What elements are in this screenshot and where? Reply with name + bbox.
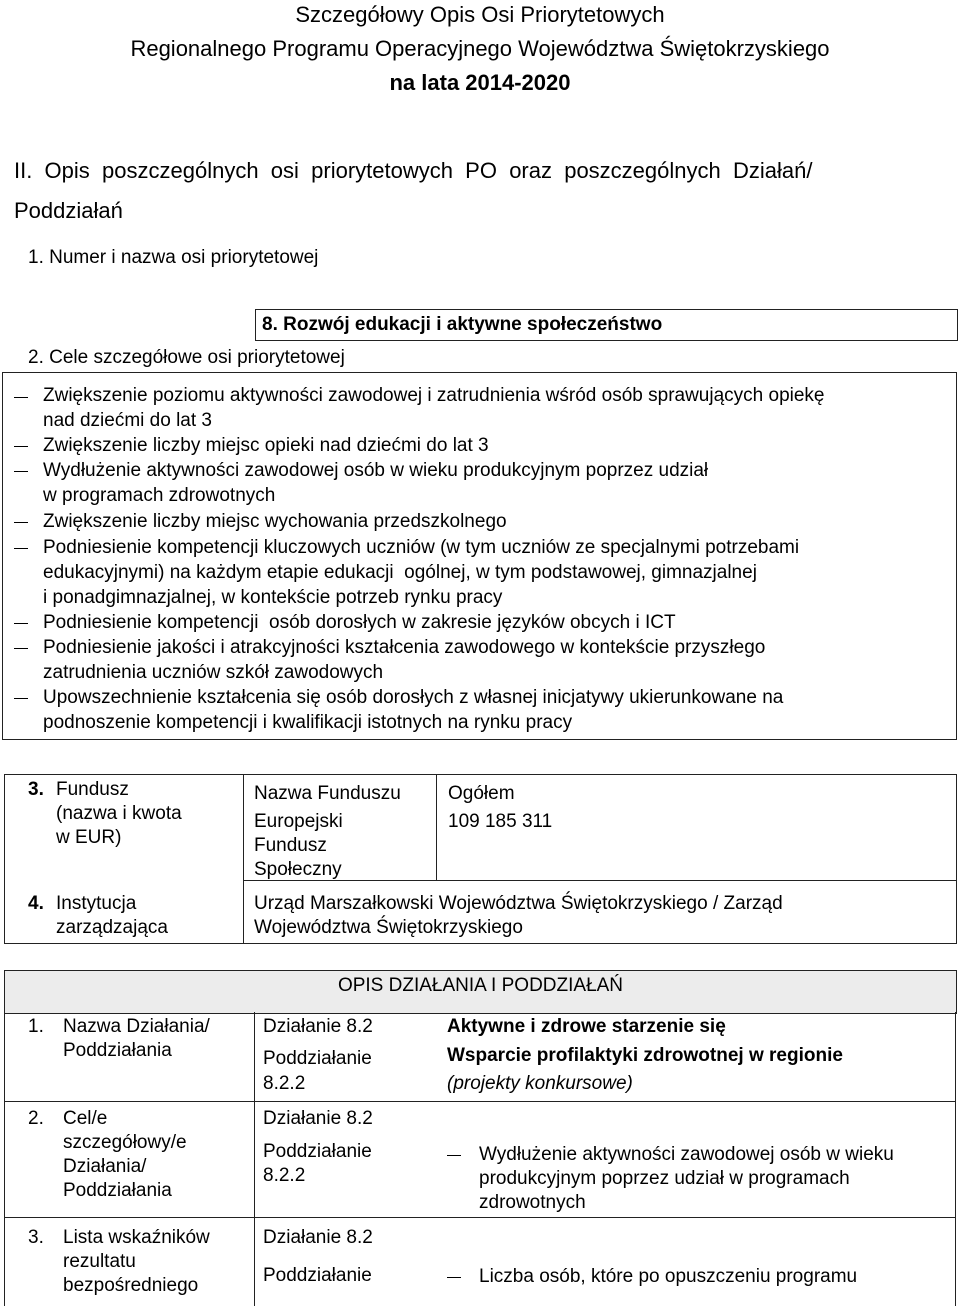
header-line-3: na lata 2014-2020 bbox=[389, 70, 571, 95]
axis-name-box bbox=[255, 309, 958, 341]
opis-row-1-number: 1. bbox=[28, 1016, 44, 1037]
item-1-label: 1. Numer i nazwa osi priorytetowej bbox=[28, 247, 319, 268]
opis-row-2-label-3: Działania/ bbox=[63, 1156, 147, 1177]
opis-table-divider bbox=[4, 1101, 956, 1102]
fund-number: 3. bbox=[28, 779, 44, 800]
institution-value-2: Województwa Świętokrzyskiego bbox=[254, 917, 523, 938]
item-2-label: 2. Cele szczegółowe osi priorytetowej bbox=[28, 347, 345, 368]
institution-value-1: Urząd Marszałkowski Województwa Świętokrzyskiego / Zarząd bbox=[254, 893, 783, 914]
opis-row-3-action: Działanie 8.2 bbox=[263, 1227, 373, 1248]
opis-table-border bbox=[955, 1012, 956, 1306]
opis-row-2-number: 2. bbox=[28, 1108, 44, 1129]
opis-row-1-subaction-note: (projekty konkursowe) bbox=[447, 1073, 633, 1094]
objective-1-line-2: nad dziećmi do lat 3 bbox=[43, 410, 212, 431]
opis-row-2-action: Działanie 8.2 bbox=[263, 1108, 373, 1129]
dash-icon bbox=[14, 522, 28, 523]
institution-label-1: Instytucja bbox=[56, 893, 137, 914]
opis-row-2-label-4: Poddziałania bbox=[63, 1180, 172, 1201]
objective-4-line-1: Zwiększenie liczby miejsc wychowania przedszkolnego bbox=[43, 511, 507, 532]
doc-header bbox=[0, 0, 960, 100]
fund-table-divider bbox=[243, 774, 244, 943]
objective-5-line-1: Podniesienie kompetencji kluczowych uczniów (w tym uczniów ze specjalnymi potrzebami bbox=[43, 537, 800, 558]
fund-label-2: (nazwa i kwota bbox=[56, 803, 182, 824]
objective-8-line-2: podnoszenie kompetencji i kwalifikacji istotnych na rynku pracy bbox=[43, 712, 573, 733]
dash-icon bbox=[14, 648, 28, 649]
opis-row-3-label-3: bezpośredniego bbox=[63, 1275, 199, 1296]
fund-name-3: Społeczny bbox=[254, 859, 342, 880]
opis-row-1-subaction-1: Poddziałanie bbox=[263, 1048, 372, 1069]
objective-7-line-2: zatrudnienia uczniów szkół zawodowych bbox=[43, 662, 384, 683]
opis-table-divider bbox=[4, 1217, 956, 1218]
opis-row-2-label-2: szczegółowy/e bbox=[63, 1132, 187, 1153]
fund-table-divider bbox=[243, 880, 956, 881]
opis-table-divider bbox=[254, 1012, 255, 1306]
objective-5-line-3: i ponadgimnazjalnej, w kontekście potrzeb rynku pracy bbox=[43, 587, 503, 608]
opis-row-2-subaction-1: Poddziałanie bbox=[263, 1141, 372, 1162]
opis-title: OPIS DZIAŁANIA I PODDZIAŁAŃ bbox=[337, 975, 624, 996]
fund-label-1: Fundusz bbox=[56, 779, 129, 800]
opis-header bbox=[4, 970, 957, 1014]
dash-icon bbox=[14, 623, 28, 624]
objective-7-line-1: Podniesienie jakości i atrakcyjności kształcenia zawodowego w kontekście przyszłego bbox=[43, 637, 766, 658]
section-title-line-2: Poddziałań bbox=[14, 198, 123, 223]
opis-row-3-subaction: Poddziałanie bbox=[263, 1265, 372, 1286]
fund-name-title: Nazwa Funduszu bbox=[254, 783, 401, 804]
opis-table-border bbox=[4, 1012, 5, 1306]
dash-icon bbox=[447, 1277, 461, 1278]
opis-row-1-action: Działanie 8.2 bbox=[263, 1016, 373, 1037]
opis-row-3-number: 3. bbox=[28, 1227, 44, 1248]
fund-total-title: Ogółem bbox=[448, 783, 515, 804]
objective-2-line-1: Zwiększenie liczby miejsc opieki nad dziećmi do lat 3 bbox=[43, 435, 489, 456]
dash-icon bbox=[14, 698, 28, 699]
objective-3-line-2: w programach zdrowotnych bbox=[43, 485, 276, 506]
fund-table-divider bbox=[436, 774, 437, 880]
objective-5-line-2: edukacyjnymi) na każdym etapie edukacji ogólnej, w tym podstawowej, gimnazjalnej bbox=[43, 562, 757, 583]
objective-6-line-1: Podniesienie kompetencji osób dorosłych w zakresie języków obcych i ICT bbox=[43, 612, 676, 633]
opis-row-2-label-1: Cel/e bbox=[63, 1108, 108, 1129]
dash-icon bbox=[14, 446, 28, 447]
opis-row-2-goal-2: produkcyjnym poprzez udział w programach bbox=[479, 1168, 850, 1189]
opis-row-1-action-name: Aktywne i zdrowe starzenie się bbox=[447, 1016, 726, 1037]
opis-row-2-subaction-2: 8.2.2 bbox=[263, 1165, 306, 1186]
header-line-1: Szczegółowy Opis Osi Priorytetowych bbox=[295, 2, 665, 27]
opis-row-1-label-1: Nazwa Działania/ bbox=[63, 1016, 210, 1037]
dash-icon bbox=[14, 471, 28, 472]
opis-row-1-subaction-name: Wsparcie profilaktyki zdrowotnej w regionie bbox=[447, 1045, 843, 1066]
dash-icon bbox=[447, 1155, 461, 1156]
dash-icon bbox=[14, 397, 28, 398]
opis-row-3-indicator: Liczba osób, które po opuszczeniu programu bbox=[479, 1266, 858, 1287]
objective-1-line-1: Zwiększenie poziomu aktywności zawodowej i zatrudnienia wśród osób sprawujących opiekę bbox=[43, 385, 825, 406]
opis-row-2-goal-3: zdrowotnych bbox=[479, 1192, 586, 1213]
objective-3-line-1: Wydłużenie aktywności zawodowej osób w wieku produkcyjnym poprzez udział bbox=[43, 460, 709, 481]
fund-total-value: 109 185 311 bbox=[448, 811, 553, 832]
dash-icon bbox=[14, 548, 28, 549]
opis-row-3-label-1: Lista wskaźników bbox=[63, 1227, 210, 1248]
axis-name: 8. Rozwój edukacji i aktywne społeczeństwo bbox=[262, 314, 663, 335]
opis-row-2-goal-1: Wydłużenie aktywności zawodowej osób w wieku bbox=[479, 1144, 894, 1165]
opis-row-3-label-2: rezultatu bbox=[63, 1251, 136, 1272]
opis-row-1-subaction-2: 8.2.2 bbox=[263, 1073, 306, 1094]
fund-name-2: Fundusz bbox=[254, 835, 327, 856]
institution-number: 4. bbox=[28, 893, 44, 914]
institution-label-2: zarządzająca bbox=[56, 917, 168, 938]
fund-name-1: Europejski bbox=[254, 811, 343, 832]
header-line-2: Regionalnego Programu Operacyjnego Województwa Świętokrzyskiego bbox=[130, 36, 830, 61]
objective-8-line-1: Upowszechnienie kształcenia się osób dorosłych z własnej inicjatywy ukierunkowane na bbox=[43, 687, 784, 708]
section-title-line-1: II. Opis poszczególnych osi priorytetowych PO oraz poszczególnych Działań/ bbox=[14, 158, 813, 183]
fund-label-3: w EUR) bbox=[56, 827, 122, 848]
opis-row-1-label-2: Poddziałania bbox=[63, 1040, 172, 1061]
